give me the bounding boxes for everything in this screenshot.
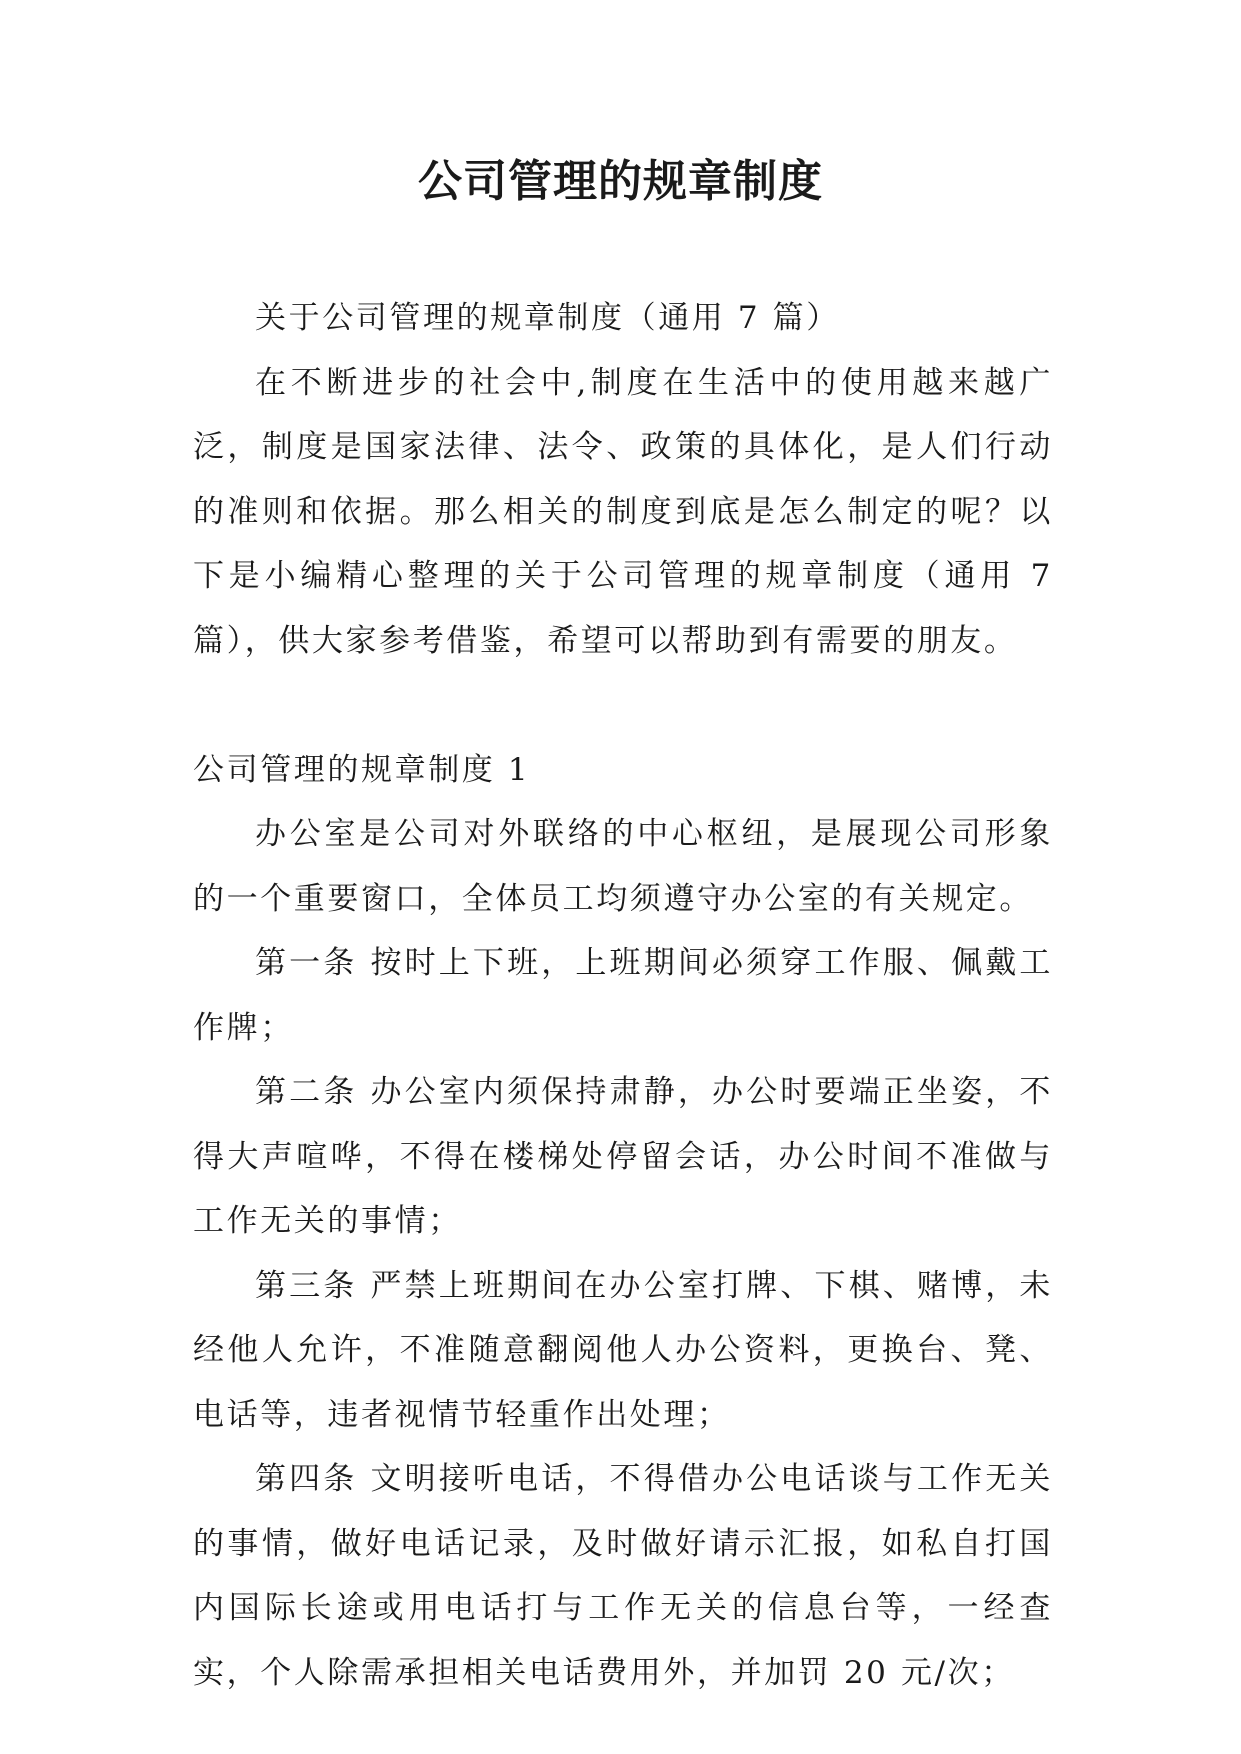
- paragraph-article-2: 第二条 办公室内须保持肃静，办公时要端正坐姿，不得大声喧哗，不得在楼梯处停留会话，办公时间不准做与工作无关的事情；: [193, 1074, 1053, 1239]
- document-title: 公司管理的规章制度: [418, 156, 823, 207]
- document-body: [193, 286, 1053, 1705]
- paragraph-office-intro: 办公室是公司对外联络的中心枢纽，是展现公司形象的一个重要窗口，全体员工均须遵守办公室的有关规定。: [193, 816, 1053, 917]
- paragraph-article-4: 第四条 文明接听电话，不得借办公电话谈与工作无关的事情，做好电话记录，及时做好请示汇报，如私自打国内国际长途或用电话打与工作无关的信息台等，一经查实，个人除需承担相关电话费用外，并加罚 20 元/次；: [193, 1461, 1053, 1691]
- intro-paragraph: 在不断进步的社会中,制度在生活中的使用越来越广泛，制度是国家法律、法令、政策的具体化，是人们行动的准则和依据。那么相关的制度到底是怎么制定的呢？以下是小编精心整理的关于公司管理的规章制度（通用 7 篇），供大家参考借鉴，希望可以帮助到有需要的朋友。: [193, 364, 1053, 659]
- paragraph-article-3: 第三条 严禁上班期间在办公室打牌、下棋、赌博，未经他人允许，不准随意翻阅他人办公资料，更换台、凳、电话等，违者视情节轻重作出处理；: [193, 1267, 1053, 1433]
- section-heading: 公司管理的规章制度 1: [193, 751, 531, 788]
- paragraph-article-1: 第一条 按时上下班，上班期间必须穿工作服、佩戴工作牌；: [193, 945, 1053, 1046]
- document-subtitle: 关于公司管理的规章制度（通用 7 篇）: [255, 300, 840, 336]
